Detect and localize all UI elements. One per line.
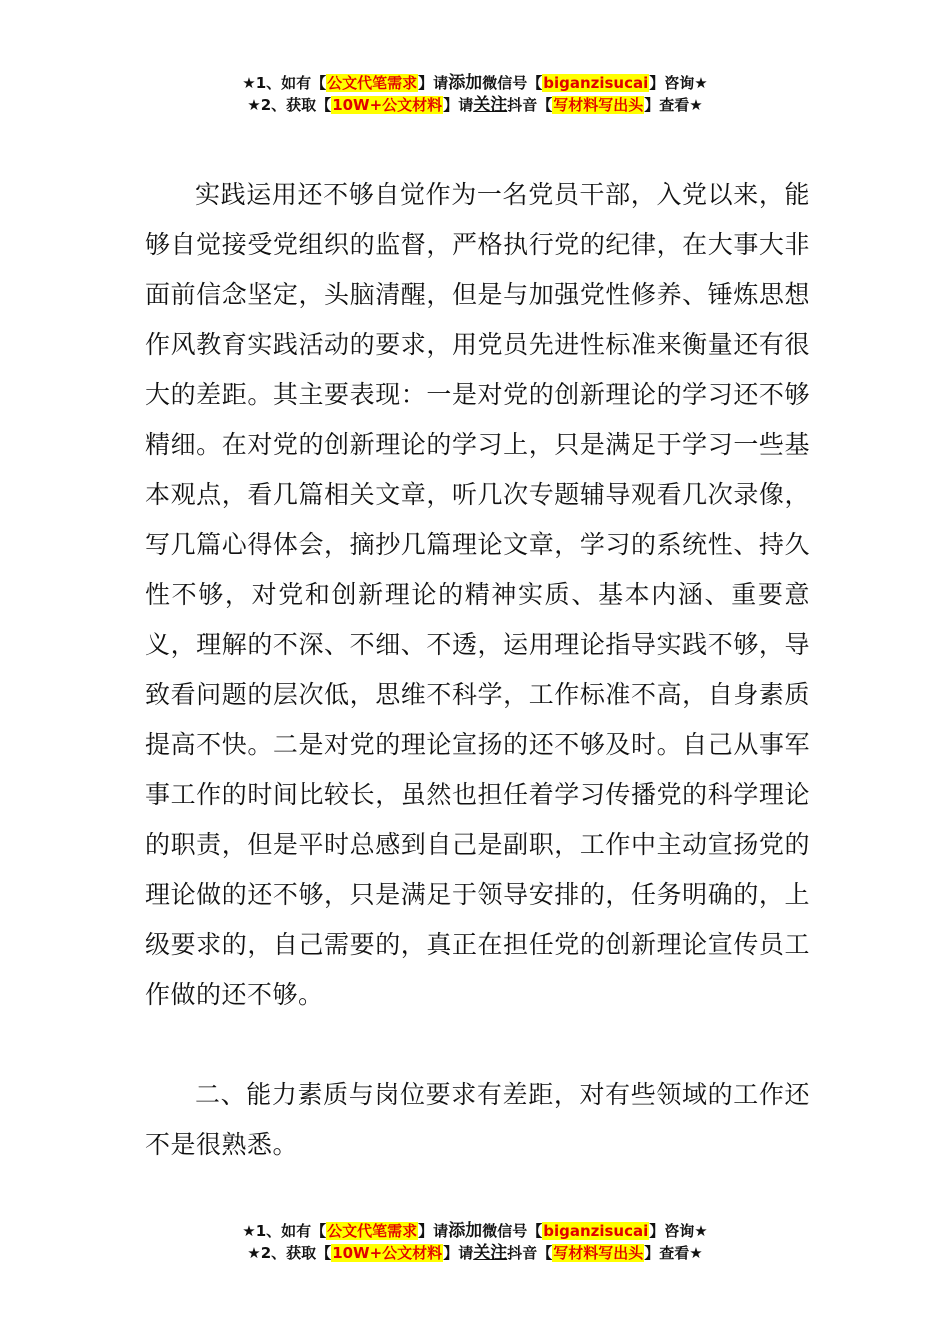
banner-emphasis: 关注 [473, 95, 508, 115]
header-banner [0, 72, 950, 116]
banner-text: 】请 [443, 96, 474, 114]
banner-douyin-id: 写材料写出头 [553, 96, 644, 114]
banner-highlight: 公文代笔需求 [327, 74, 418, 92]
banner-text: 抖音【 [507, 96, 553, 114]
banner-line-1 [0, 1220, 950, 1242]
banner-text: 】请 [418, 74, 449, 92]
banner-line-2 [0, 1242, 950, 1264]
document-body [145, 170, 810, 1170]
body-paragraph-1: 实践运用还不够自觉作为一名党员干部，入党以来，能够自觉接受党组织的监督，严格执行党的纪律，在大事大非面前信念坚定，头脑清醒，但是与加强党性修养、锤炼思想作风教育实践活动的要求，用党员先进性标准来衡量还有很大的差距。其主要表现：一是对党的创新理论的学习还不够精细。在对党的创新理论的学习上，只是满足于学习一些基本观点，看几篇相关文章，听几次专题辅导观看几次录像，写几篇心得体会，摘抄几篇理论文章，学习的系统性、持久性不够，对党和创新理论的精神实质、基本内涵、重要意义，理解的不深、不细、不透，运用理论指导实践不够，导致看问题的层次低，思维不科学，工作标准不高，自身素质提高不快。二是对党的理论宣扬的还不够及时。自己从事军事工作的时间比较长，虽然也担任着学习传播党的科学理论的职责，但是平时总感到自己是副职，工作中主动宣扬党的理论做的还不够，只是满足于领导安排的，任务明确的，上级要求的，自己需要的，真正在担任党的创新理论宣传员工作做的还不够。 [145, 180, 810, 1009]
banner-emphasis: 关注 [473, 1243, 508, 1263]
banner-line-2 [0, 94, 950, 116]
banner-text: 微信号【 [482, 74, 543, 92]
banner-highlight: 10W+公文材料 [332, 96, 443, 114]
banner-emphasis: 添加 [448, 73, 483, 93]
banner-suffix: 】咨询★ [649, 74, 708, 92]
banner-wechat-id: biganzisucai [543, 74, 649, 92]
banner-prefix: ★1、如有【 [242, 74, 327, 92]
banner-wechat-id: biganzisucai [543, 1222, 649, 1240]
footer-banner [0, 1220, 950, 1264]
banner-text: 微信号【 [482, 1222, 543, 1240]
banner-highlight: 10W+公文材料 [332, 1244, 443, 1262]
banner-emphasis: 添加 [448, 1221, 483, 1241]
banner-suffix: 】查看★ [644, 96, 703, 114]
banner-text: 】请 [443, 1244, 474, 1262]
banner-text: 】请 [418, 1222, 449, 1240]
banner-prefix: ★2、获取【 [247, 96, 332, 114]
banner-prefix: ★1、如有【 [242, 1222, 327, 1240]
banner-prefix: ★2、获取【 [247, 1244, 332, 1262]
banner-line-1 [0, 72, 950, 94]
banner-douyin-id: 写材料写出头 [553, 1244, 644, 1262]
banner-suffix: 】咨询★ [649, 1222, 708, 1240]
banner-suffix: 】查看★ [644, 1244, 703, 1262]
body-paragraph-2: 二、能力素质与岗位要求有差距，对有些领域的工作还不是很熟悉。 [145, 1080, 810, 1159]
banner-highlight: 公文代笔需求 [327, 1222, 418, 1240]
banner-text: 抖音【 [507, 1244, 553, 1262]
